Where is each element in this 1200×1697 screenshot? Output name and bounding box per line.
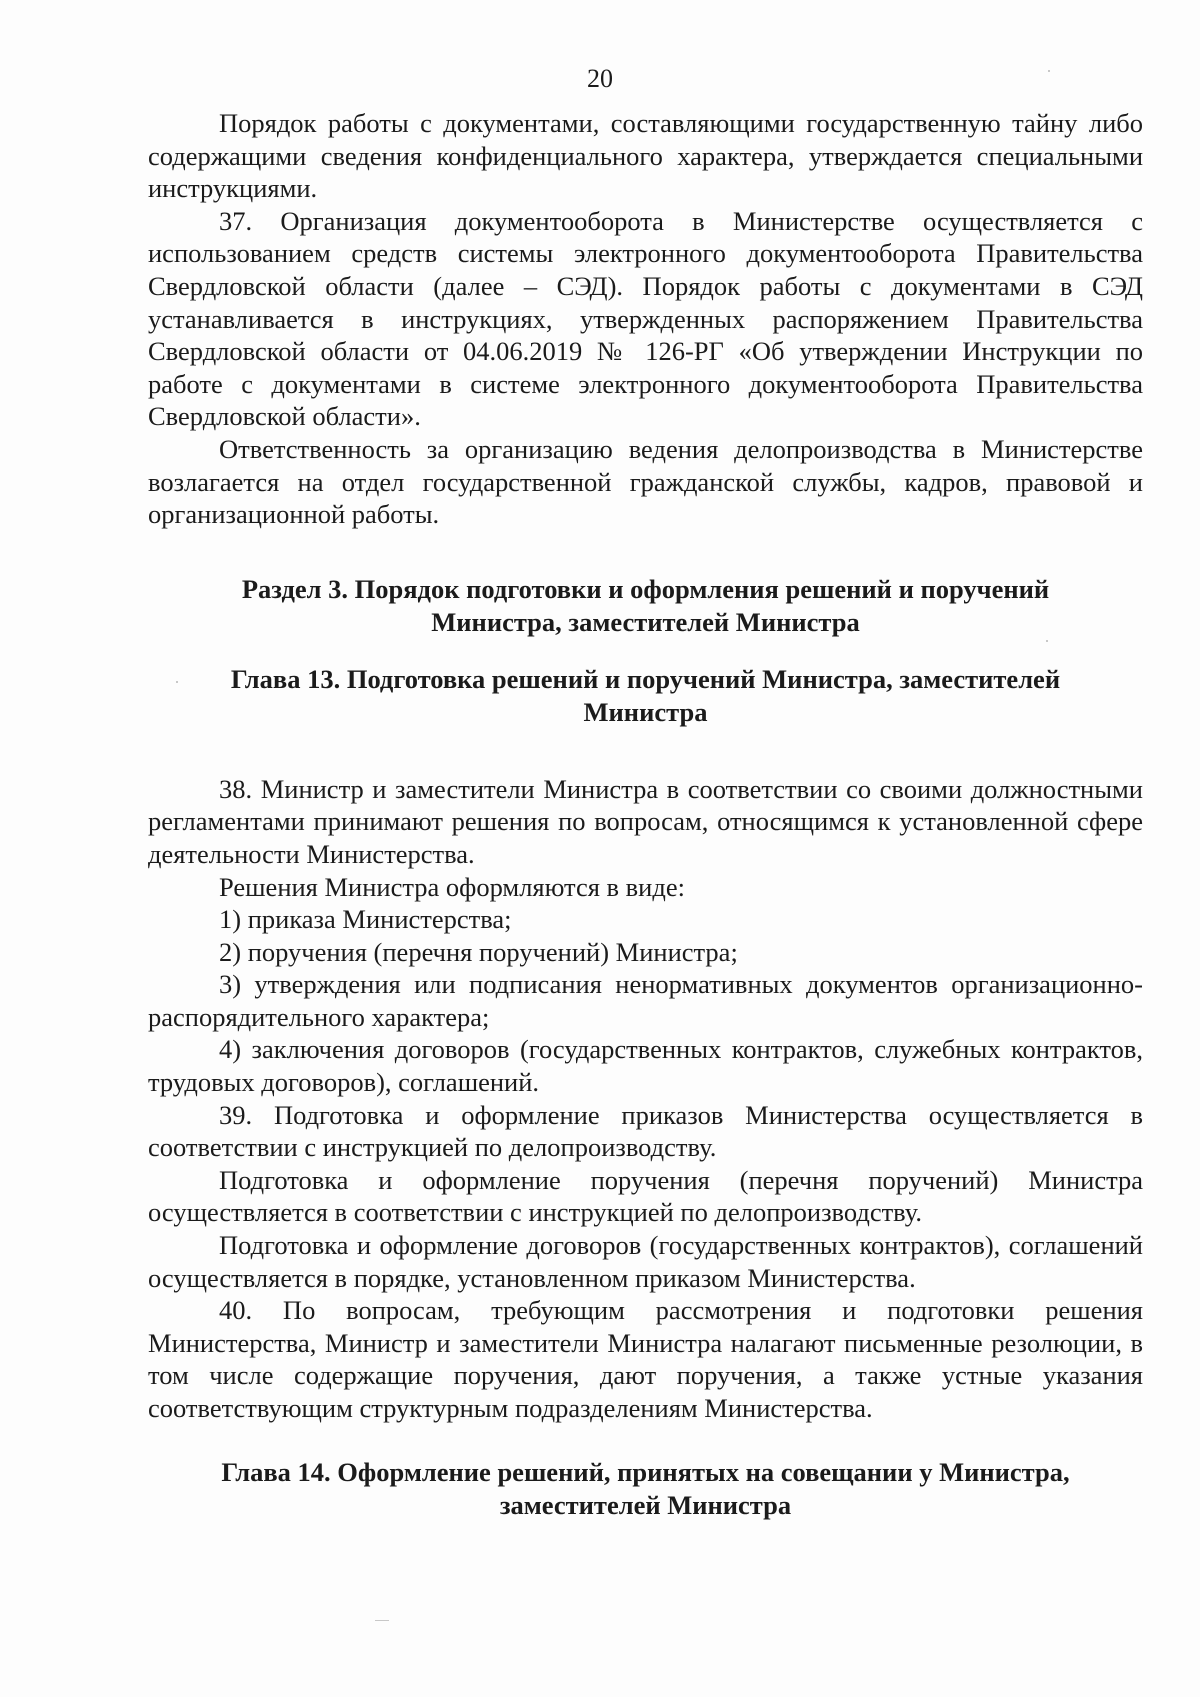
page-content	[148, 107, 1143, 1522]
page-number: 20	[587, 64, 613, 93]
list-item-2: 2) поручения (перечня поручений) Министра;	[219, 936, 738, 967]
section-3-heading	[148, 573, 1143, 639]
chapter-14-heading	[148, 1456, 1143, 1522]
scan-artifact	[176, 681, 178, 683]
paragraph-37: 37. Организация документооборота в Министерстве осуществляется с использованием средств системы электронного документооборота Правительства Свердловской области (далее – СЭД). Порядок работы с документами в СЭД устанавливается в инструкциях, утвержденных распоряжением Правительства Свердловской области от 04.06.2019 № 126-РГ «Об утверждении Инструкции по работе с документами в системе электронного документооборота Правительства Свердловской области».	[148, 205, 1143, 432]
paragraph-responsibility: Ответственность за организацию ведения делопроизводства в Министерстве возлагается на отдел государственной гражданской службы, кадров, правовой и организационной работы.	[148, 433, 1143, 530]
section-3-heading-line2: Министра, заместителей Министра	[431, 606, 860, 637]
section-3-heading-line1: Раздел 3. Порядок подготовки и оформления решений и поручений	[241, 573, 1050, 604]
paragraph-decisions-form: Решения Министра оформляются в виде:	[219, 871, 685, 902]
chapter-13-heading-line1: Глава 13. Подготовка решений и поручений Министра, заместителей	[230, 663, 1061, 694]
list-item-4: 4) заключения договоров (государственных контрактов, служебных контрактов, трудовых договоров), соглашений.	[148, 1034, 1143, 1098]
scan-artifact	[1046, 640, 1048, 642]
spacer	[148, 1425, 1143, 1456]
chapter-14-heading-line1: Глава 14. Оформление решений, принятых на совещании у Министра,	[221, 1456, 1070, 1487]
scan-artifact	[375, 1620, 389, 1621]
spacer	[148, 639, 1143, 663]
scan-artifact	[1048, 70, 1050, 72]
paragraph-secret-docs: Порядок работы с документами, составляющими государственную тайну либо содержащими сведения конфиденциального характера, утверждается специальными инструкциями.	[148, 108, 1143, 204]
paragraph-39: 39. Подготовка и оформление приказов Министерства осуществляется в соответствии с инструкцией по делопроизводству.	[148, 1099, 1143, 1163]
paragraph-38: 38. Министр и заместители Министра в соответствии со своими должностными регламентами принимают решения по вопросам, относящимся к установленной сфере деятельности Министерства.	[148, 773, 1143, 869]
chapter-13-heading	[148, 663, 1143, 729]
spacer	[148, 729, 1143, 773]
paragraph-contracts-prep: Подготовка и оформление договоров (государственных контрактов), соглашений осуществляется в порядке, установленном приказом Министерства.	[148, 1230, 1143, 1293]
chapter-13-heading-line2: Министра	[583, 696, 708, 727]
chapter-14-heading-line2: заместителей Министра	[499, 1489, 792, 1520]
list-item-3: 3) утверждения или подписания ненормативных документов организационно-распорядительного характера;	[148, 969, 1143, 1032]
paragraph-40: 40. По вопросам, требующим рассмотрения и подготовки решения Министерства, Министр и заместители Министра налагают письменные резолюции, в том числе содержащие поручения, дают поручения, а также устные указания соответствующим структурным подразделениям Министерства.	[148, 1295, 1143, 1423]
paragraph-orders-prep: Подготовка и оформление поручения (перечня поручений) Министра осуществляется в соответствии с инструкцией по делопроизводству.	[148, 1164, 1143, 1228]
list-item-1: 1) приказа Министерства;	[219, 904, 512, 935]
spacer	[148, 531, 1143, 573]
